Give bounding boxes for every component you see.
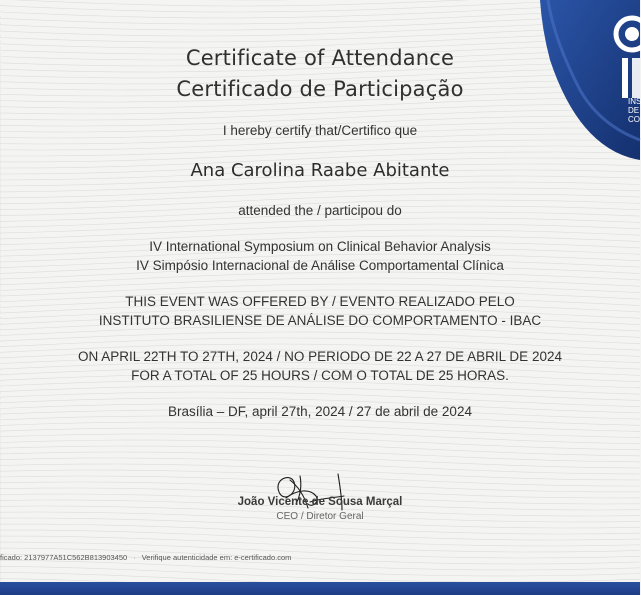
- badge-text-line-3: CO: [628, 115, 640, 124]
- certificate-title-en: Certificate of Attendance: [185, 46, 455, 70]
- event-name-en: IV International Symposium on Clinical Behavior Analysis: [149, 239, 491, 254]
- event-name-pt: IV Simpósio Internacional de Análise Comportamental Clínica: [136, 258, 504, 273]
- bottom-brand-bar: [0, 582, 640, 595]
- event-hours-line: FOR A TOTAL OF 25 HOURS / COM O TOTAL DE 25 HORAS.: [131, 368, 509, 383]
- verify-authenticity-text: Verifique autenticidade em: e-certificado.com: [141, 553, 292, 562]
- event-dates-line: ON APRIL 22TH TO 27TH, 2024 / NO PERIODO DE 22 A 27 DE ABRIL DE 2024: [78, 349, 562, 364]
- badge-text-line-2: DE: [628, 106, 640, 115]
- certificate-code: ficado: 2137977A51C562B813903450: [0, 553, 128, 562]
- offered-by-line-1: THIS EVENT WAS OFFERED BY / EVENTO REALIZADO PELO: [125, 294, 515, 309]
- signatory-role: CEO / Diretor Geral: [276, 511, 364, 522]
- attended-line: attended the / participou do: [238, 203, 402, 218]
- footer-separator: ·: [133, 553, 136, 562]
- signature-image: [250, 468, 380, 516]
- certificate-title-pt: Certificado de Participação: [176, 77, 464, 101]
- footer-verification: [0, 553, 291, 562]
- recipient-name: Ana Carolina Raabe Abitante: [190, 160, 450, 181]
- place-and-date: Brasília – DF, april 27th, 2024 / 27 de abril de 2024: [168, 404, 472, 419]
- signatory-name: João Vicente de Sousa Marçal: [237, 496, 403, 508]
- certify-line: I hereby certify that/Certifico que: [222, 123, 418, 138]
- badge-text-line-1: INS: [628, 97, 641, 106]
- offered-by-line-2: INSTITUTO BRASILIENSE DE ANÁLISE DO COMPORTAMENTO - IBAC: [98, 313, 542, 328]
